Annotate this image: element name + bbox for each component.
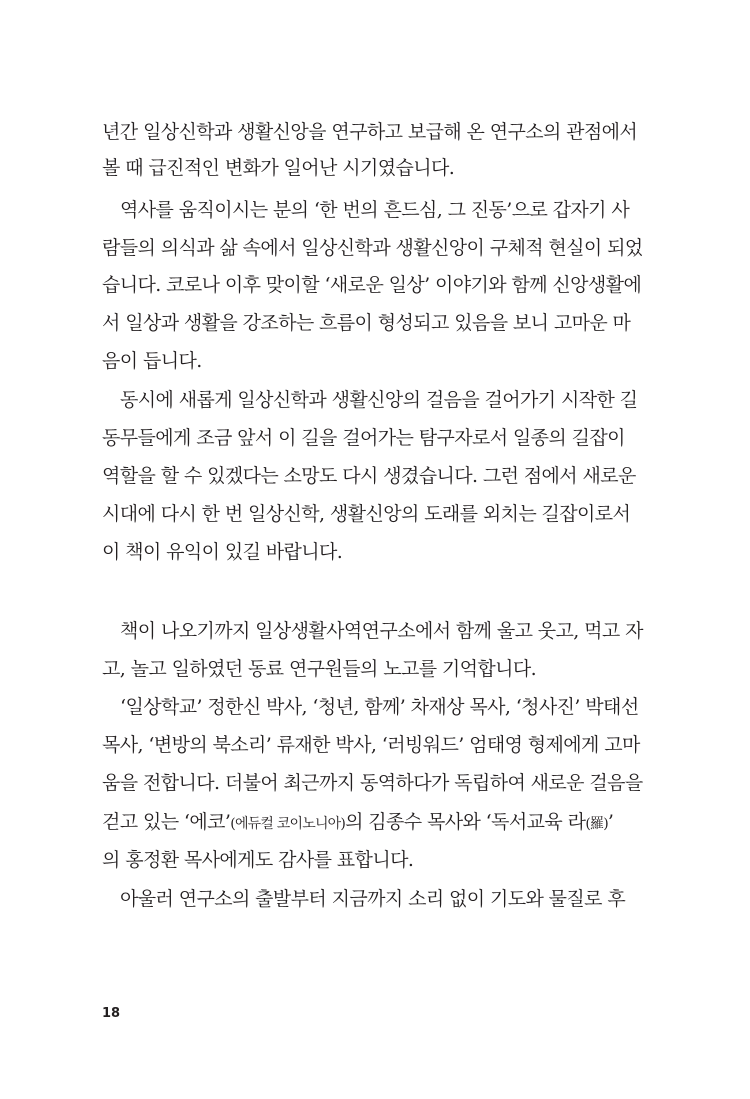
text-line: 역할을 할 수 있겠다는 소망도 다시 생겼습니다. 그런 점에서 새로운	[102, 465, 636, 487]
paragraph-start-line: 역사를 움직이시는 분의 ‘한 번의 흔드심, 그 진동’으로 갑자기 사	[120, 199, 630, 221]
ra-hanja-annotation: (羅)	[585, 816, 608, 832]
text-line-eco	[102, 809, 613, 837]
text-line: 음이 듭니다.	[102, 350, 202, 372]
eco-text-2: 의 김종수 목사와 ‘독서교육 라	[345, 811, 586, 833]
text-line: 의 홍정환 목사에게도 감사를 표합니다.	[102, 849, 414, 871]
paragraph-start-line: 아울러 연구소의 출발부터 지금까지 소리 없이 기도와 물질로 후	[120, 888, 626, 910]
text-line: 동무들에게 조금 앞서 이 길을 걸어가는 탐구자로서 일종의 길잡이	[102, 427, 625, 449]
text-line: 이 책이 유익이 있길 바랍니다.	[102, 541, 343, 563]
page-number: 18	[102, 1006, 121, 1021]
text-line: 람들의 의식과 삶 속에서 일상신학과 생활신앙이 구체적 현실이 되었	[102, 237, 643, 259]
paragraph-start-line: 동시에 새롭게 일상신학과 생활신앙의 걸음을 걸어가기 시작한 길	[120, 389, 638, 411]
paragraph-start-line: ‘일상학교’ 정한신 박사, ‘청년, 함께’ 차재상 목사, ‘청사진’ 박태선	[120, 696, 639, 718]
text-line: 볼 때 급진적인 변화가 일어난 시기였습니다.	[102, 157, 455, 179]
text-line: 서 일상과 생활을 강조하는 흐름이 형성되고 있음을 보니 고마운 마	[102, 312, 631, 334]
eco-text-1: 걷고 있는 ‘에코’	[102, 811, 231, 833]
text-line: 고, 놀고 일하였던 동료 연구원들의 노고를 기억합니다.	[102, 658, 537, 680]
text-line: 습니다. 코로나 이후 맞이할 ‘새로운 일상’ 이야기와 함께 신앙생활에	[102, 274, 642, 296]
text-line: 움을 전합니다. 더불어 최근까지 동역하다가 독립하여 새로운 걸음을	[102, 772, 643, 794]
paragraph-start-line: 책이 나오기까지 일상생활사역연구소에서 함께 울고 웃고, 먹고 자	[120, 620, 643, 642]
text-line: 시대에 다시 한 번 일상신학, 생활신앙의 도래를 외치는 길잡이로서	[102, 503, 631, 525]
eco-annotation: (에듀컬 코이노니아)	[230, 816, 346, 832]
text-line: 목사, ‘변방의 북소리’ 류재한 박사, ‘러빙워드’ 엄태영 형제에게 고마	[102, 734, 640, 756]
text-line: 년간 일상신학과 생활신앙을 연구하고 보급해 온 연구소의 관점에서	[102, 121, 638, 143]
eco-text-3: ’	[607, 811, 614, 833]
